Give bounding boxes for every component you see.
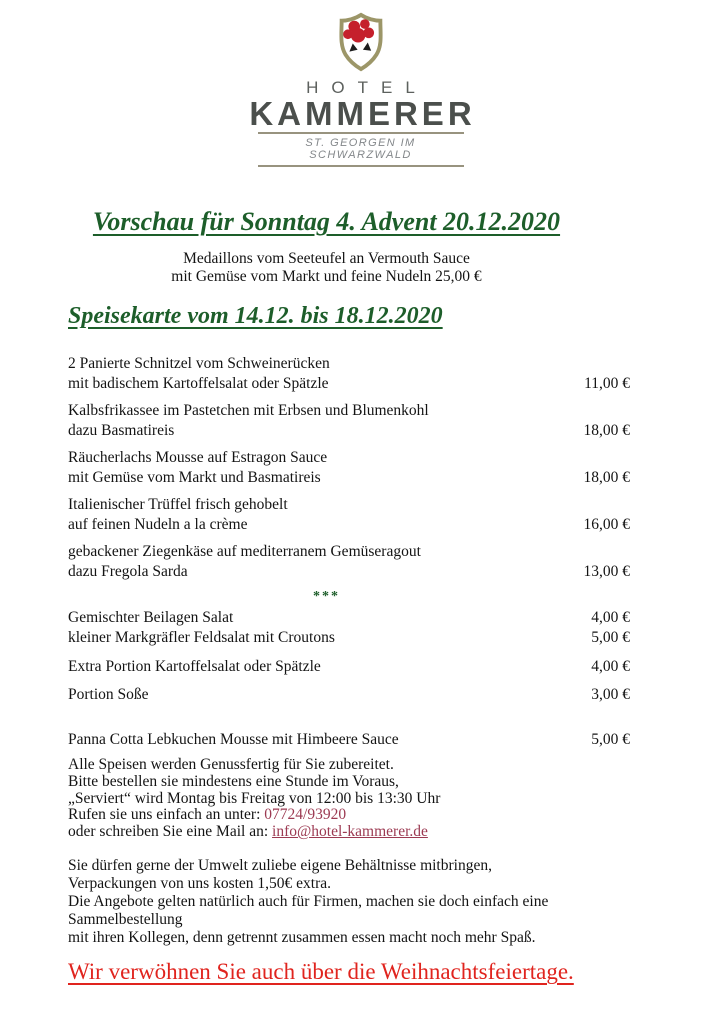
menu-item-row — [68, 448, 630, 488]
menu-item-line1: gebackener Ziegenkäse auf mediterranem Gemüseragout — [68, 543, 421, 560]
menu-side-text: Gemischter Beilagen Salat — [68, 609, 234, 626]
phone-label: Rufen sie uns einfach an unter: — [68, 806, 265, 824]
order-info-line3: „Serviert“ wird Montag bis Freitag von 12:00 bis 13:30 Uhr — [68, 789, 441, 807]
menu-item-line2: mit badischem Kartoffelsalat oder Spätzle — [68, 375, 329, 392]
menu-item-price: 16,00 € — [583, 516, 630, 533]
preview-special-line1: Medaillons vom Seeteufel an Vermouth Sauce — [183, 250, 470, 267]
menu-extra-row — [68, 657, 630, 677]
menu-item-price: 13,00 € — [583, 563, 630, 580]
menu-separator: *** — [313, 589, 340, 604]
menu-item-line1: 2 Panierte Schnitzel vom Schweinerücken — [68, 355, 330, 372]
menu-side-text: kleiner Markgräfler Feldsalat mit Croutons — [68, 629, 335, 646]
menu-sauce-text: Portion Soße — [68, 686, 149, 703]
christmas-headline: Wir verwöhnen Sie auch über die Weihnachtsfeiertage. — [68, 958, 574, 984]
menu-sauce-row — [68, 685, 630, 705]
menu-extra-price: 4,00 € — [591, 658, 630, 675]
phone-number: 07724/93920 — [264, 806, 347, 824]
notes-line1: Sie dürfen gerne der Umwelt zuliebe eigene Behältnisse mitbringen, — [68, 856, 492, 874]
notes — [68, 857, 630, 947]
menu-item-price: 18,00 € — [583, 422, 630, 439]
menu-item-line2: dazu Basmatireis — [68, 422, 175, 439]
menu-item-row — [68, 401, 630, 441]
order-info-phone-line — [68, 807, 630, 824]
order-info-mail-line — [68, 824, 630, 841]
menu-item-line2: auf feinen Nudeln a la crème — [68, 516, 248, 533]
menu-title: Speisekarte vom 14.12. bis 18.12.2020 — [68, 303, 443, 329]
menu-item-line1: Kalbsfrikassee im Pastetchen mit Erbsen und Blumenkohl — [68, 402, 429, 419]
hotel-logo — [0, 0, 721, 167]
notes-line4: mit ihren Kollegen, denn getrennt zusammen essen macht noch mehr Spaß. — [68, 928, 536, 946]
order-info-line1: Alle Speisen werden Genussfertig für Sie zubereitet. — [68, 756, 394, 773]
preview-special-line2: mit Gemüse vom Markt und feine Nudeln 25,00 € — [171, 268, 482, 285]
preview-title: Vorschau für Sonntag 4. Advent 20.12.2020 — [92, 207, 561, 236]
menu-list — [68, 354, 630, 750]
menu-item-line2: mit Gemüse vom Markt und Basmatireis — [68, 469, 321, 486]
menu-dessert-row — [68, 730, 630, 750]
menu-side-price: 5,00 € — [591, 629, 630, 646]
menu-extra-text: Extra Portion Kartoffelsalat oder Spätzle — [68, 658, 321, 675]
logo-hotel-word: HOTEL — [306, 78, 428, 97]
order-info-line2: Bitte bestellen sie mindestens eine Stunde im Voraus, — [68, 772, 399, 790]
menu-item-row — [68, 354, 630, 394]
menu-item-row — [68, 495, 630, 535]
mail-label: oder schreiben Sie eine Mail an: — [68, 823, 273, 841]
menu-side-price: 4,00 € — [591, 609, 630, 626]
menu-sides — [68, 608, 630, 648]
email-link[interactable]: info@hotel-kammerer.de — [272, 823, 428, 841]
menu-item-row — [68, 542, 630, 582]
menu-item-line1: Italienischer Trüffel frisch gehobelt — [68, 496, 288, 513]
notes-line3: Die Angebote gelten natürlich auch für Firmen, machen sie doch einfach eine Sammelbestellung — [68, 892, 549, 928]
menu-item-price: 18,00 € — [583, 469, 630, 486]
menu-sauce-price: 3,00 € — [591, 686, 630, 703]
order-info — [68, 757, 630, 841]
logo-subtitle: ST. GEORGEN IM SCHWARZWALD — [258, 132, 464, 167]
logo-hotel-name: KAMMERER — [249, 95, 476, 132]
menu-item-line2: dazu Fregola Sarda — [68, 563, 188, 580]
menu-side-row — [68, 608, 630, 628]
notes-line2: Verpackungen von uns kosten 1,50€ extra. — [68, 874, 332, 892]
preview-special — [68, 250, 585, 286]
menu-dessert-text: Panna Cotta Lebkuchen Mousse mit Himbeere Sauce — [68, 731, 399, 748]
hotel-crest-icon — [335, 12, 387, 72]
menu-item-price: 11,00 € — [584, 375, 630, 392]
menu-side-row — [68, 628, 630, 648]
menu-dessert-price: 5,00 € — [591, 731, 630, 748]
menu-item-line1: Räucherlachs Mousse auf Estragon Sauce — [68, 449, 328, 466]
